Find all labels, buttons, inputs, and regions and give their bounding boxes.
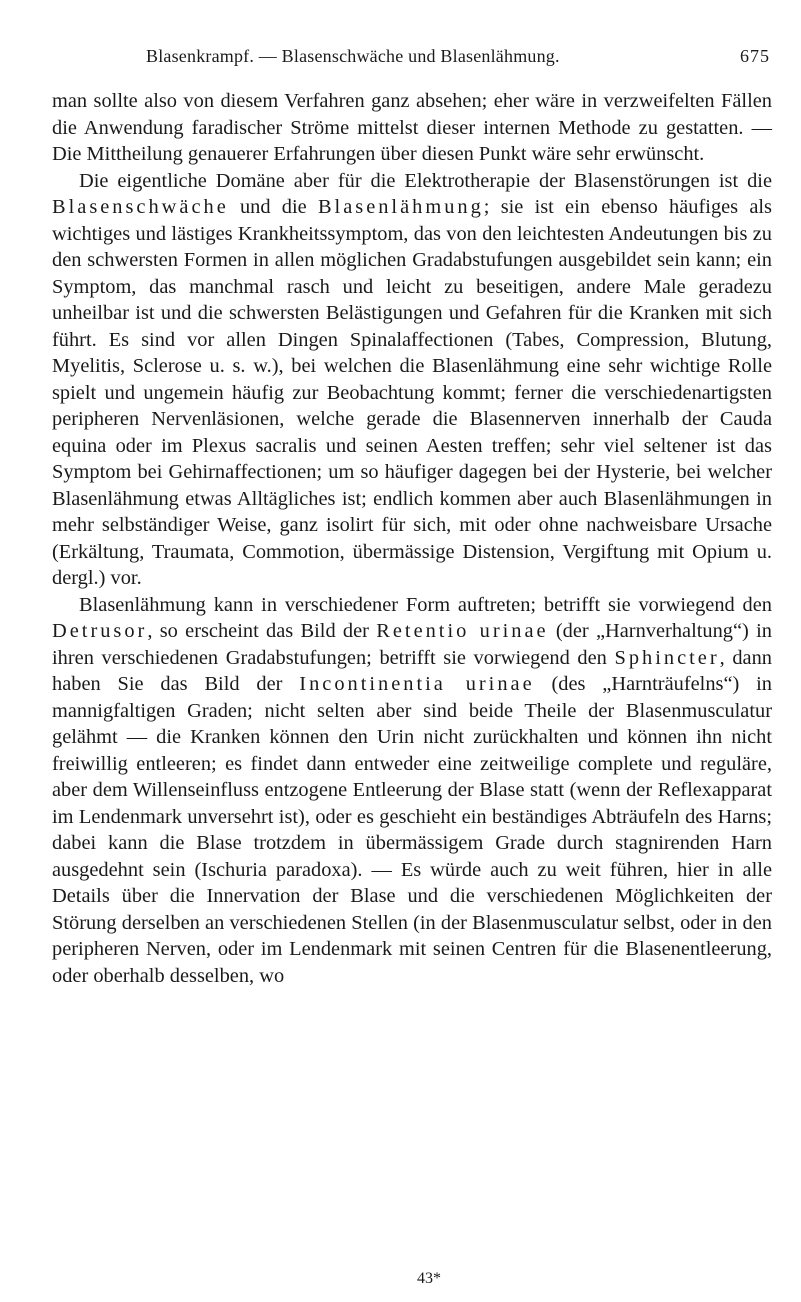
emphasis-term-incontinentia-urinae: Incontinentia urinae: [299, 673, 535, 695]
paragraph-2: [52, 168, 772, 592]
running-head: [52, 46, 772, 74]
paragraph-3: [52, 592, 772, 990]
emphasis-term-retentio-urinae: Retentio urinae: [376, 620, 549, 642]
body-text: [52, 88, 772, 989]
running-title: Blasenkrampf. — Blasenschwäche und Blasenlähmung.: [146, 46, 560, 66]
text-segment: , dann haben Sie das Bild der: [52, 646, 772, 695]
text-segment: Die eigentliche Domäne aber für die Elektrotherapie der Blasenstörungen ist die: [79, 169, 772, 192]
emphasis-term-blasenschwaeche: Blasenschwäche: [52, 196, 229, 218]
signature-mark: 43*: [417, 1270, 441, 1287]
book-page: [52, 0, 772, 1302]
text-segment: und die: [228, 196, 318, 218]
text-segment: man sollte also von diesem Verfahren ganz absehen; eher wäre in verzweifelten Fällen die Anwendung faradischer Ströme mittelst dieser internen Methode zu gestatten. — Die Mittheilung genauerer Erfahrungen über diesen Punkt wäre sehr erwünscht.: [52, 90, 772, 165]
text-segment: ; sie ist ein ebenso häufiges als wichtiges und lästiges Krankheitssymptom, das von den leichtesten Andeutungen bis zu den schwersten Formen in allen möglichen Gradabstufungen ausgebildet sein kann; ein Symptom, das manchmal rasch und leicht zu beseitigen, andere Male geradezu unheilbar ist und die schwersten Belästigungen und Gefahren für die Kranken mit sich führt. Es sind vor allen Dingen Spinalaffectionen (Tabes, Compression, Blutung, Myelitis, Sclerose u. s. w.), bei welchen die Blasenlähmung eine sehr wichtige Rolle spielt und ungemein häufig zur Beobachtung kommt; ferner die verschiedenartigsten peripheren Nervenläsionen, welche gerade die Blasennerven innerhalb der Cauda equina oder im Plexus sacralis und seinen Aesten treffen; sehr viel seltener ist das Symptom bei Gehirnaffectionen; um so häufiger dagegen bei der Hysterie, bei welcher Blasenlähmung etwas Alltägliches ist; endlich kommen aber auch Blasenlähmungen in mehr selbständiger Weise, ganz isolirt für sich, mit oder ohne nachweisbare Ursache (Erkältung, Traumata, Commotion, übermässige Distension, Vergiftung mit Opium u. dergl.) vor.: [52, 196, 772, 589]
text-segment: , so erscheint das Bild der: [147, 620, 377, 642]
emphasis-term-detrusor: Detrusor: [52, 620, 148, 642]
emphasis-term-sphincter: Sphincter: [614, 646, 720, 669]
text-segment: (des „Harnträufelns“) in mannigfaltigen Graden; nicht selten aber sind beide Theile der Blasenmusculatur gelähmt — die Kranken können den Urin nicht zurückhalten und können ihn nicht freiwillig entleeren; es findet dann entweder eine zeitweilige complete und reguläre, aber dem Willenseinfluss entzogene Entleerung der Blase statt (wenn der Reflexapparat im Lendenmark unversehrt ist), oder es geschieht ein beständiges Abträufeln des Harns; dabei kann die Blase trotzdem in übermässigem Grade durch stagnirenden Harn ausgedehnt sein (Ischuria paradoxa). — Es würde auch zu weit führen, hier in alle Details über die Innervation der Blase und die verschiedenen Möglichkeiten der Störung derselben an verschiedenen Stellen (in der Blasenmusculatur selbst, oder in den peripheren Nerven, oder im Lendenmark mit seinen Centren für die Blasenentleerung, oder oberhalb desselben, wo: [52, 673, 772, 987]
paragraph-1: [52, 88, 772, 168]
page-number: 675: [740, 46, 770, 66]
text-segment: Blasenlähmung kann in verschiedener Form auftreten; betrifft sie vorwiegend den: [79, 593, 772, 616]
emphasis-term-blasenlaehmung: Blasenlähmung: [317, 196, 484, 218]
text-segment: (der „Harnverhaltung“) in ihren verschiedenen Gradabstufungen; betrifft sie vorwiegend den: [52, 620, 772, 669]
